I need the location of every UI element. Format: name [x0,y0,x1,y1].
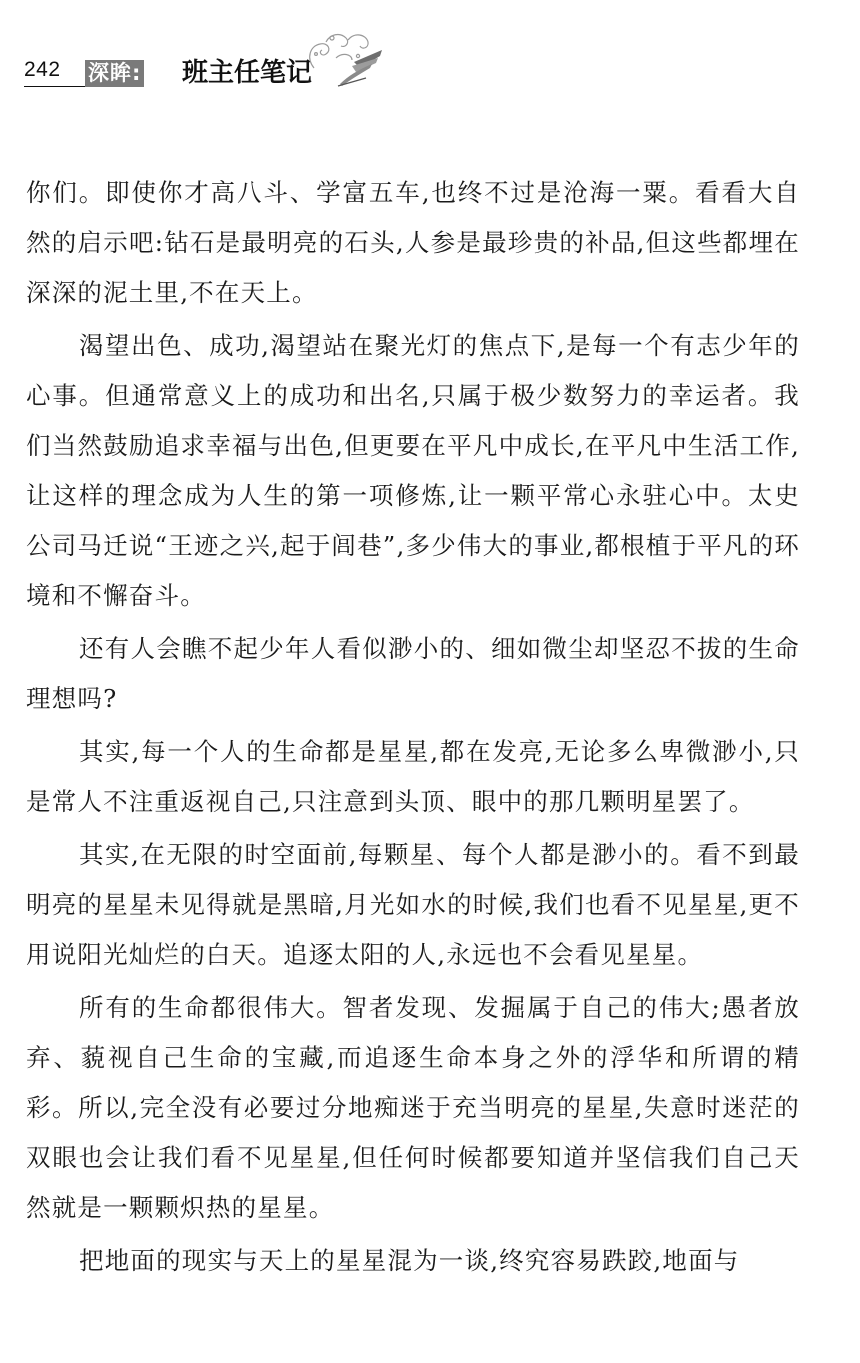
paragraph-6: 所有的生命都很伟大。智者发现、发掘属于自己的伟大;愚者放弃、藐视自己生命的宝藏,而追逐生命本身之外的浮华和所谓的精彩。所以,完全没有必要过分地痴迷于充当明亮的星星,失意时迷茫的双眼也会让我们看不见星星,但任何时候都要知道并坚信我们自己天然就是一颗颗炽热的星星。 [26,993,800,1222]
paragraph-5: 其实,在无限的时空面前,每颗星、每个人都是渺小的。看不到最明亮的星星未见得就是黑暗,月光如水的时候,我们也看不见星星,更不用说阳光灿烂的白天。追逐太阳的人,永远也不会看见星星。 [26,840,800,969]
paragraph-7: 把地面的现实与天上的星星混为一谈,终究容易跌跤,地面与 [79,1246,740,1275]
paragraph-2: 渴望出色、成功,渴望站在聚光灯的焦点下,是每一个有志少年的心事。但通常意义上的成功和出名,只属于极少数努力的幸运者。我们当然鼓励追求幸福与出色,但更要在平凡中成长,在平凡中生活工作,让这样的理念成为人生的第一项修炼,让一颗平常心永驻心中。太史公司马迁说“王迹之兴,起于闾巷”,多少伟大的事业,都根植于平凡的环境和不懈奋斗。 [26,331,801,610]
book-title: 班主任笔记 [182,58,313,88]
paragraph-3: 还有人会瞧不起少年人看似渺小的、细如微尘却坚忍不拔的生命理想吗? [26,634,800,713]
paragraph-4: 其实,每一个人的生命都是星星,都在发亮,无论多么卑微渺小,只是常人不注重返视自己,只注意到头顶、眼中的那几颗明星罢了。 [26,737,800,816]
page-number: 242 [24,58,61,81]
paragraph-1: 你们。即使你才高八斗、学富五车,也终不过是沧海一粟。看看大自然的启示吧:钻石是最明亮的石头,人参是最珍贵的补品,但这些都埋在深深的泥土里,不在天上。 [26,178,800,307]
ornament-quill-icon [296,28,386,94]
series-label: 深眸: [85,60,144,87]
header-rule [24,86,86,87]
running-header [24,28,384,98]
main-text [26,168,800,1286]
